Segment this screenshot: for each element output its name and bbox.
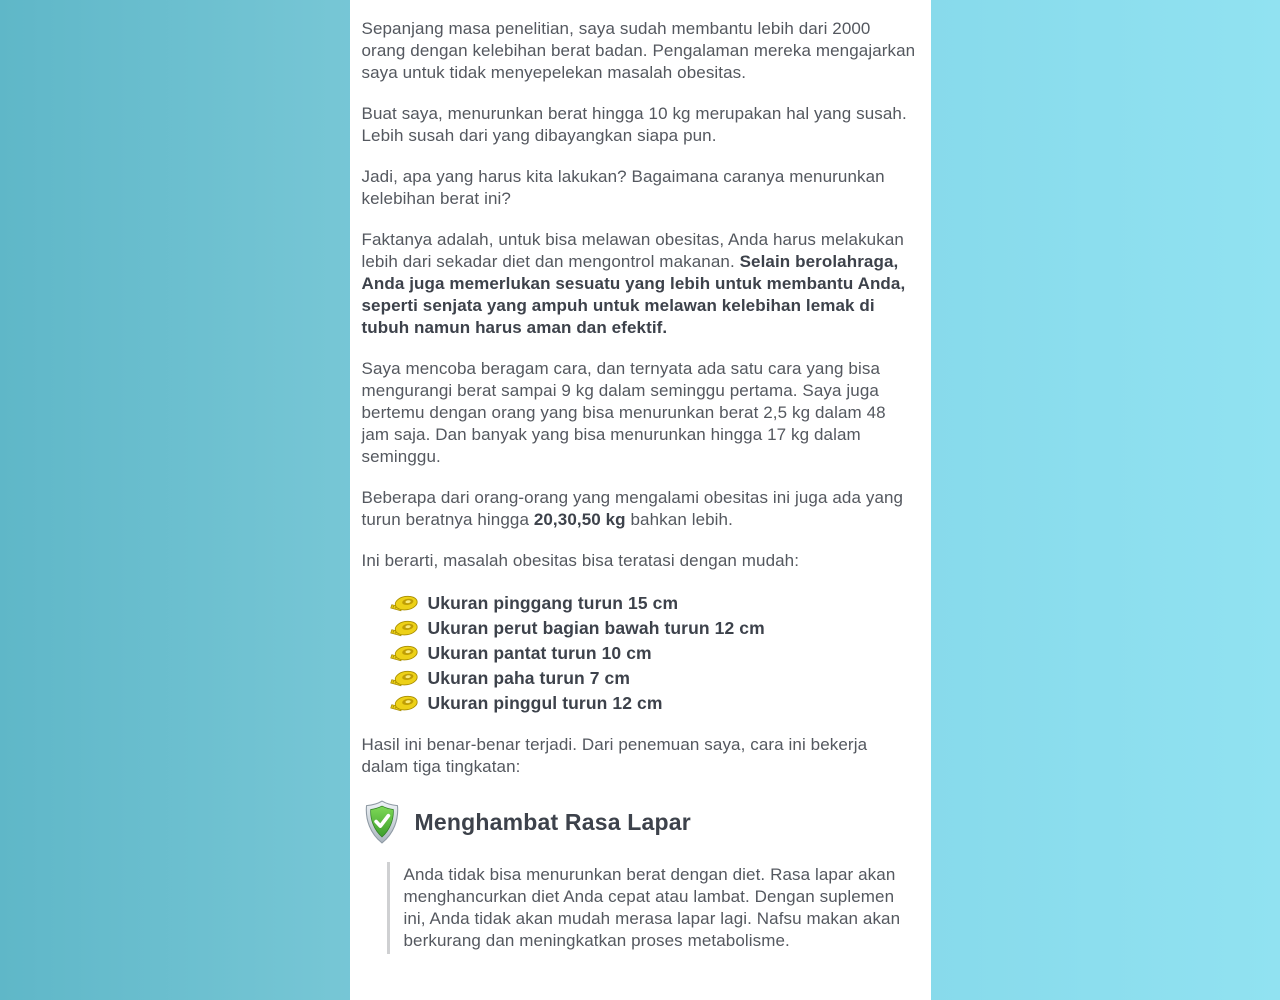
shield-check-icon (362, 800, 402, 844)
paragraph-research: Sepanjang masa penelitian, saya sudah membantu lebih dari 2000 orang dengan kelebihan berat badan. Pengalaman mereka mengajarkan saya untuk tidak menyepelekan masalah obesitas. (361, 19, 916, 82)
tape-measure-icon (389, 670, 419, 688)
list-item (389, 616, 917, 641)
results-normal-text-2: bahkan lebih. (625, 510, 733, 529)
benefit-label: Ukuran paha turun 7 cm (427, 668, 631, 688)
paragraph-question: Jadi, apa yang harus kita lakukan? Bagaimana caranya menurunkan kelebihan berat ini? (361, 167, 885, 208)
paragraph-results (362, 487, 917, 531)
list-item (389, 666, 917, 691)
tape-measure-icon (389, 595, 419, 613)
benefit-label: Ukuran pinggang turun 15 cm (427, 593, 679, 613)
paragraph-fact (362, 229, 917, 339)
tape-measure-icon (389, 695, 419, 713)
paragraph-personal: Buat saya, menurunkan berat hingga 10 kg merupakan hal yang susah. Lebih susah dari yang dibayangkan siapa pun. (361, 104, 907, 145)
fact-bold-text: Selain berolahraga, Anda juga memerlukan sesuatu yang lebih untuk membantu Anda, seperti senjata yang ampuh untuk melawan kelebihan lemak di tubuh namun harus aman dan efektif. (361, 252, 906, 337)
results-bold-text: 20,30,50 kg (533, 510, 626, 529)
tape-measure-icon (389, 620, 419, 638)
tape-measure-icon (389, 645, 419, 663)
benefit-label: Ukuran pantat turun 10 cm (427, 643, 652, 663)
results-normal-text-1: Beberapa dari orang-orang yang mengalami obesitas ini juga ada yang turun beratnya hingga (361, 488, 904, 529)
benefit-label: Ukuran perut bagian bawah turun 12 cm (427, 618, 765, 638)
section-heading-row (362, 800, 917, 844)
paragraph-list-lead: Ini berarti, masalah obesitas bisa teratasi dengan mudah: (361, 551, 800, 570)
paragraph-three-levels: Hasil ini benar-benar terjadi. Dari penemuan saya, cara ini bekerja dalam tiga tingkatan: (361, 735, 868, 776)
section-title: Menghambat Rasa Lapar (414, 808, 691, 835)
list-item (389, 641, 917, 666)
paragraph-experience: Saya mencoba beragam cara, dan ternyata ada satu cara yang bisa mengurangi berat sampai 9 kg dalam seminggu pertama. Saya juga bertemu dengan orang yang bisa menurunkan berat 2,5 kg dalam 48 jam saja. Dan banyak yang bisa menurunkan hingga 17 kg dalam seminggu. (361, 359, 886, 466)
fact-normal-text: Faktanya adalah, untuk bisa melawan obesitas, Anda harus melakukan lebih dari sekadar diet dan mengontrol makanan. (361, 230, 904, 271)
list-item (389, 591, 917, 616)
list-item (389, 691, 917, 716)
quote-block: Anda tidak bisa menurunkan berat dengan diet. Rasa lapar akan menghancurkan diet Anda cepat atau lambat. Dengan suplemen ini, Anda tidak akan mudah merasa lapar lagi. Nafsu makan akan berkurang dan meningkatkan proses metabolisme. (387, 862, 917, 954)
article-card (350, 0, 931, 1000)
benefits-list (362, 591, 917, 716)
benefit-label: Ukuran pinggul turun 12 cm (427, 693, 663, 713)
